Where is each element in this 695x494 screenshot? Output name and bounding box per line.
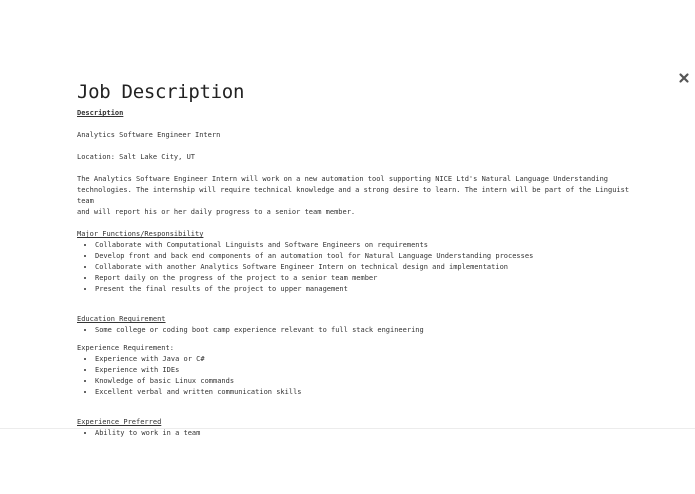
education-heading: Education Requirement [77, 315, 166, 323]
job-summary [77, 174, 637, 218]
list-item: • Ability to work in a team [95, 428, 637, 439]
list-item: • Excellent verbal and written communication skills [95, 387, 637, 398]
summary-line: The Analytics Software Engineer Intern will work on a new automation tool supporting NICE Ltd's Natural Language Understanding [77, 175, 609, 183]
experience-required-list [77, 354, 637, 398]
list-item: • Experience with Java or C# [95, 354, 637, 365]
list-item: • Collaborate with another Analytics Software Engineer Intern on technical design and implementation [95, 262, 637, 273]
modal-bottom-divider [0, 428, 695, 429]
modal-content [77, 80, 637, 439]
experience-preferred-heading: Experience Preferred [77, 418, 162, 426]
list-item: • Collaborate with Computational Linguists and Software Engineers on requirements [95, 240, 637, 251]
job-location: Location: Salt Lake City, UT [77, 153, 196, 161]
functions-list [77, 240, 637, 295]
list-item: • Present the final results of the project to upper management [95, 284, 637, 295]
summary-line: technologies. The internship will require technical knowledge and a strong desire to learn. The intern will be part of the Linguist team [77, 186, 630, 205]
job-title: Analytics Software Engineer Intern [77, 131, 221, 139]
list-item: • Some college or coding boot camp experience relevant to full stack engineering [95, 325, 637, 336]
page-title: Job Description [77, 81, 245, 103]
summary-line: and will report his or her daily progress to a senior team member. [77, 208, 356, 216]
close-button[interactable] [677, 71, 691, 85]
education-list [77, 325, 637, 336]
list-item: • Experience with IDEs [95, 365, 637, 376]
functions-heading: Major Functions/Responsibility [77, 230, 204, 238]
description-heading: Description [77, 109, 124, 117]
list-item: • Develop front and back end components of an automation tool for Natural Language Understanding processes [95, 251, 637, 262]
experience-preferred-list [77, 428, 637, 439]
experience-required-heading: Experience Requirement: [77, 344, 174, 352]
close-icon[interactable] [677, 71, 691, 85]
list-item: • Report daily on the progress of the project to a senior team member [95, 273, 637, 284]
list-item: • Knowledge of basic Linux commands [95, 376, 637, 387]
